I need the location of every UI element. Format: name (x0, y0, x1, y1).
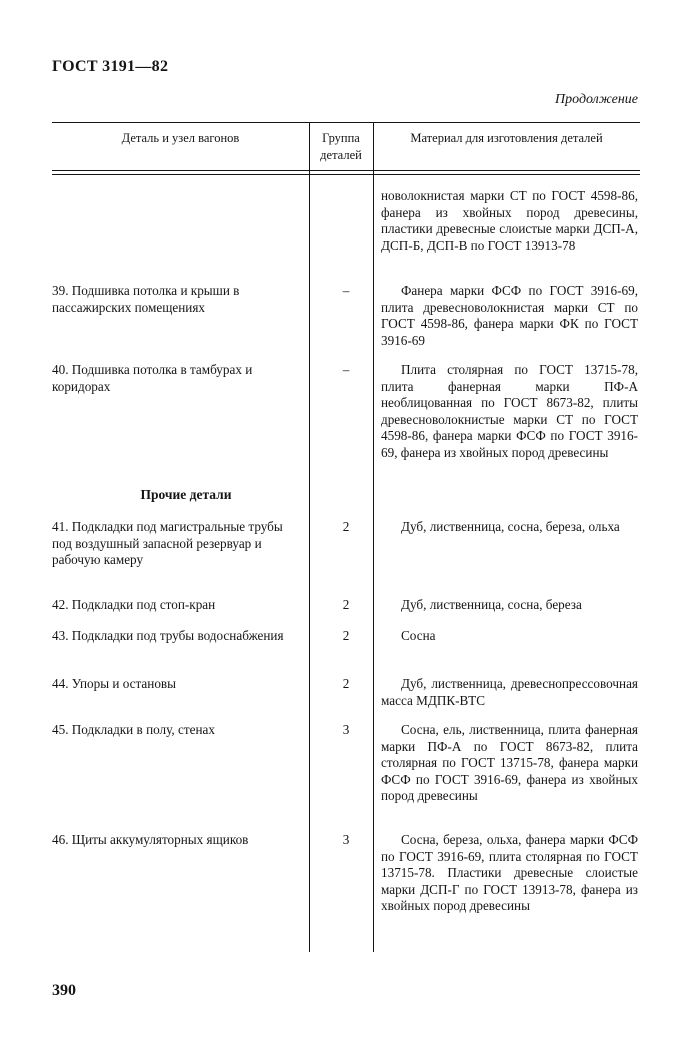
row-group: – (342, 283, 350, 298)
row-part: 45. Подкладки в полу, стенах (52, 722, 215, 737)
column-header-part: Деталь и узел вагонов (121, 131, 240, 145)
row-group: 2 (342, 628, 350, 643)
row-material: новолокнистая марки СТ по ГОСТ 4598-86, фанера из хвойных пород древесины, пластики древесные слоистые марки ДСП-А, ДСП-Б, ДСП-В по ГОСТ 13913-78 (381, 188, 638, 253)
table-top-rule (52, 122, 640, 123)
row-material: Плита столярная по ГОСТ 13715-78, плита фанерная марки ПФ-А необлицованная по ГОСТ 8673-82, плиты древесноволокнистые марки СТ по ГОСТ 4598-86, фанера марки ФСФ по ГОСТ 3916-69, фанера из хвойных пород древесины (381, 362, 638, 460)
column-header-group-line1: Группа (322, 131, 360, 145)
row-group: – (342, 362, 350, 377)
row-group: 2 (342, 676, 350, 691)
row-part: 44. Упоры и остановы (52, 676, 177, 691)
row-part: 40. Подшивка потолка в тамбурах и коридорах (52, 362, 253, 394)
header-rule-2 (52, 174, 640, 175)
row-part: 46. Щиты аккумуляторных ящиков (52, 832, 249, 847)
row-group: 3 (342, 722, 350, 737)
section-heading: Прочие детали (140, 487, 232, 502)
column-header-group (309, 130, 373, 164)
row-group: 3 (342, 832, 350, 847)
row-material: Дуб, лиственница, сосна, береза, ольха (401, 519, 620, 534)
row-material: Сосна, ель, лиственница, плита фанерная марки ПФ-А по ГОСТ 8673-82, плита столярная по ГОСТ 13715-78, фанера марки ФСФ по ГОСТ 3916-69, фанера из хвойных пород древесины (381, 722, 638, 804)
row-group: 2 (342, 597, 350, 612)
row-part: 42. Подкладки под стоп-кран (52, 597, 216, 612)
continuation-label: Продолжение (555, 92, 638, 107)
row-material: Сосна (401, 628, 436, 643)
header-rule-1 (52, 170, 640, 171)
column-divider-1 (309, 122, 310, 952)
row-part: 41. Подкладки под магистральные трубы под воздушный запасной резервуар и рабочую камеру (52, 519, 283, 568)
column-header-group-line2: деталей (320, 148, 362, 162)
column-header-material: Материал для изготовления деталей (410, 131, 603, 145)
row-material: Дуб, лиственница, сосна, береза (401, 597, 582, 612)
row-part: 39. Подшивка потолка и крыши в пассажирских помещениях (52, 283, 240, 315)
document-title: ГОСТ 3191—82 (52, 58, 169, 75)
row-group: 2 (342, 519, 350, 534)
column-divider-2 (373, 122, 374, 952)
row-material: Сосна, береза, ольха, фанера марки ФСФ по ГОСТ 3916-69, плита столярная по ГОСТ 13715-78. Пластики древесные слоистые марки ДСП-Г по ГОСТ 13913-78, фанера из хвойных пород древесины (381, 832, 638, 914)
row-part: 43. Подкладки под трубы водоснабжения (52, 628, 284, 643)
row-material: Фанера марки ФСФ по ГОСТ 3916-69, плита древесноволокнистая марки СТ по ГОСТ 4598-86, фанера марки ФК по ГОСТ 3916-69 (381, 283, 638, 348)
page-number: 390 (52, 982, 76, 999)
row-material: Дуб, лиственница, древеснопрессовочная масса МДПК-ВТС (381, 676, 638, 708)
